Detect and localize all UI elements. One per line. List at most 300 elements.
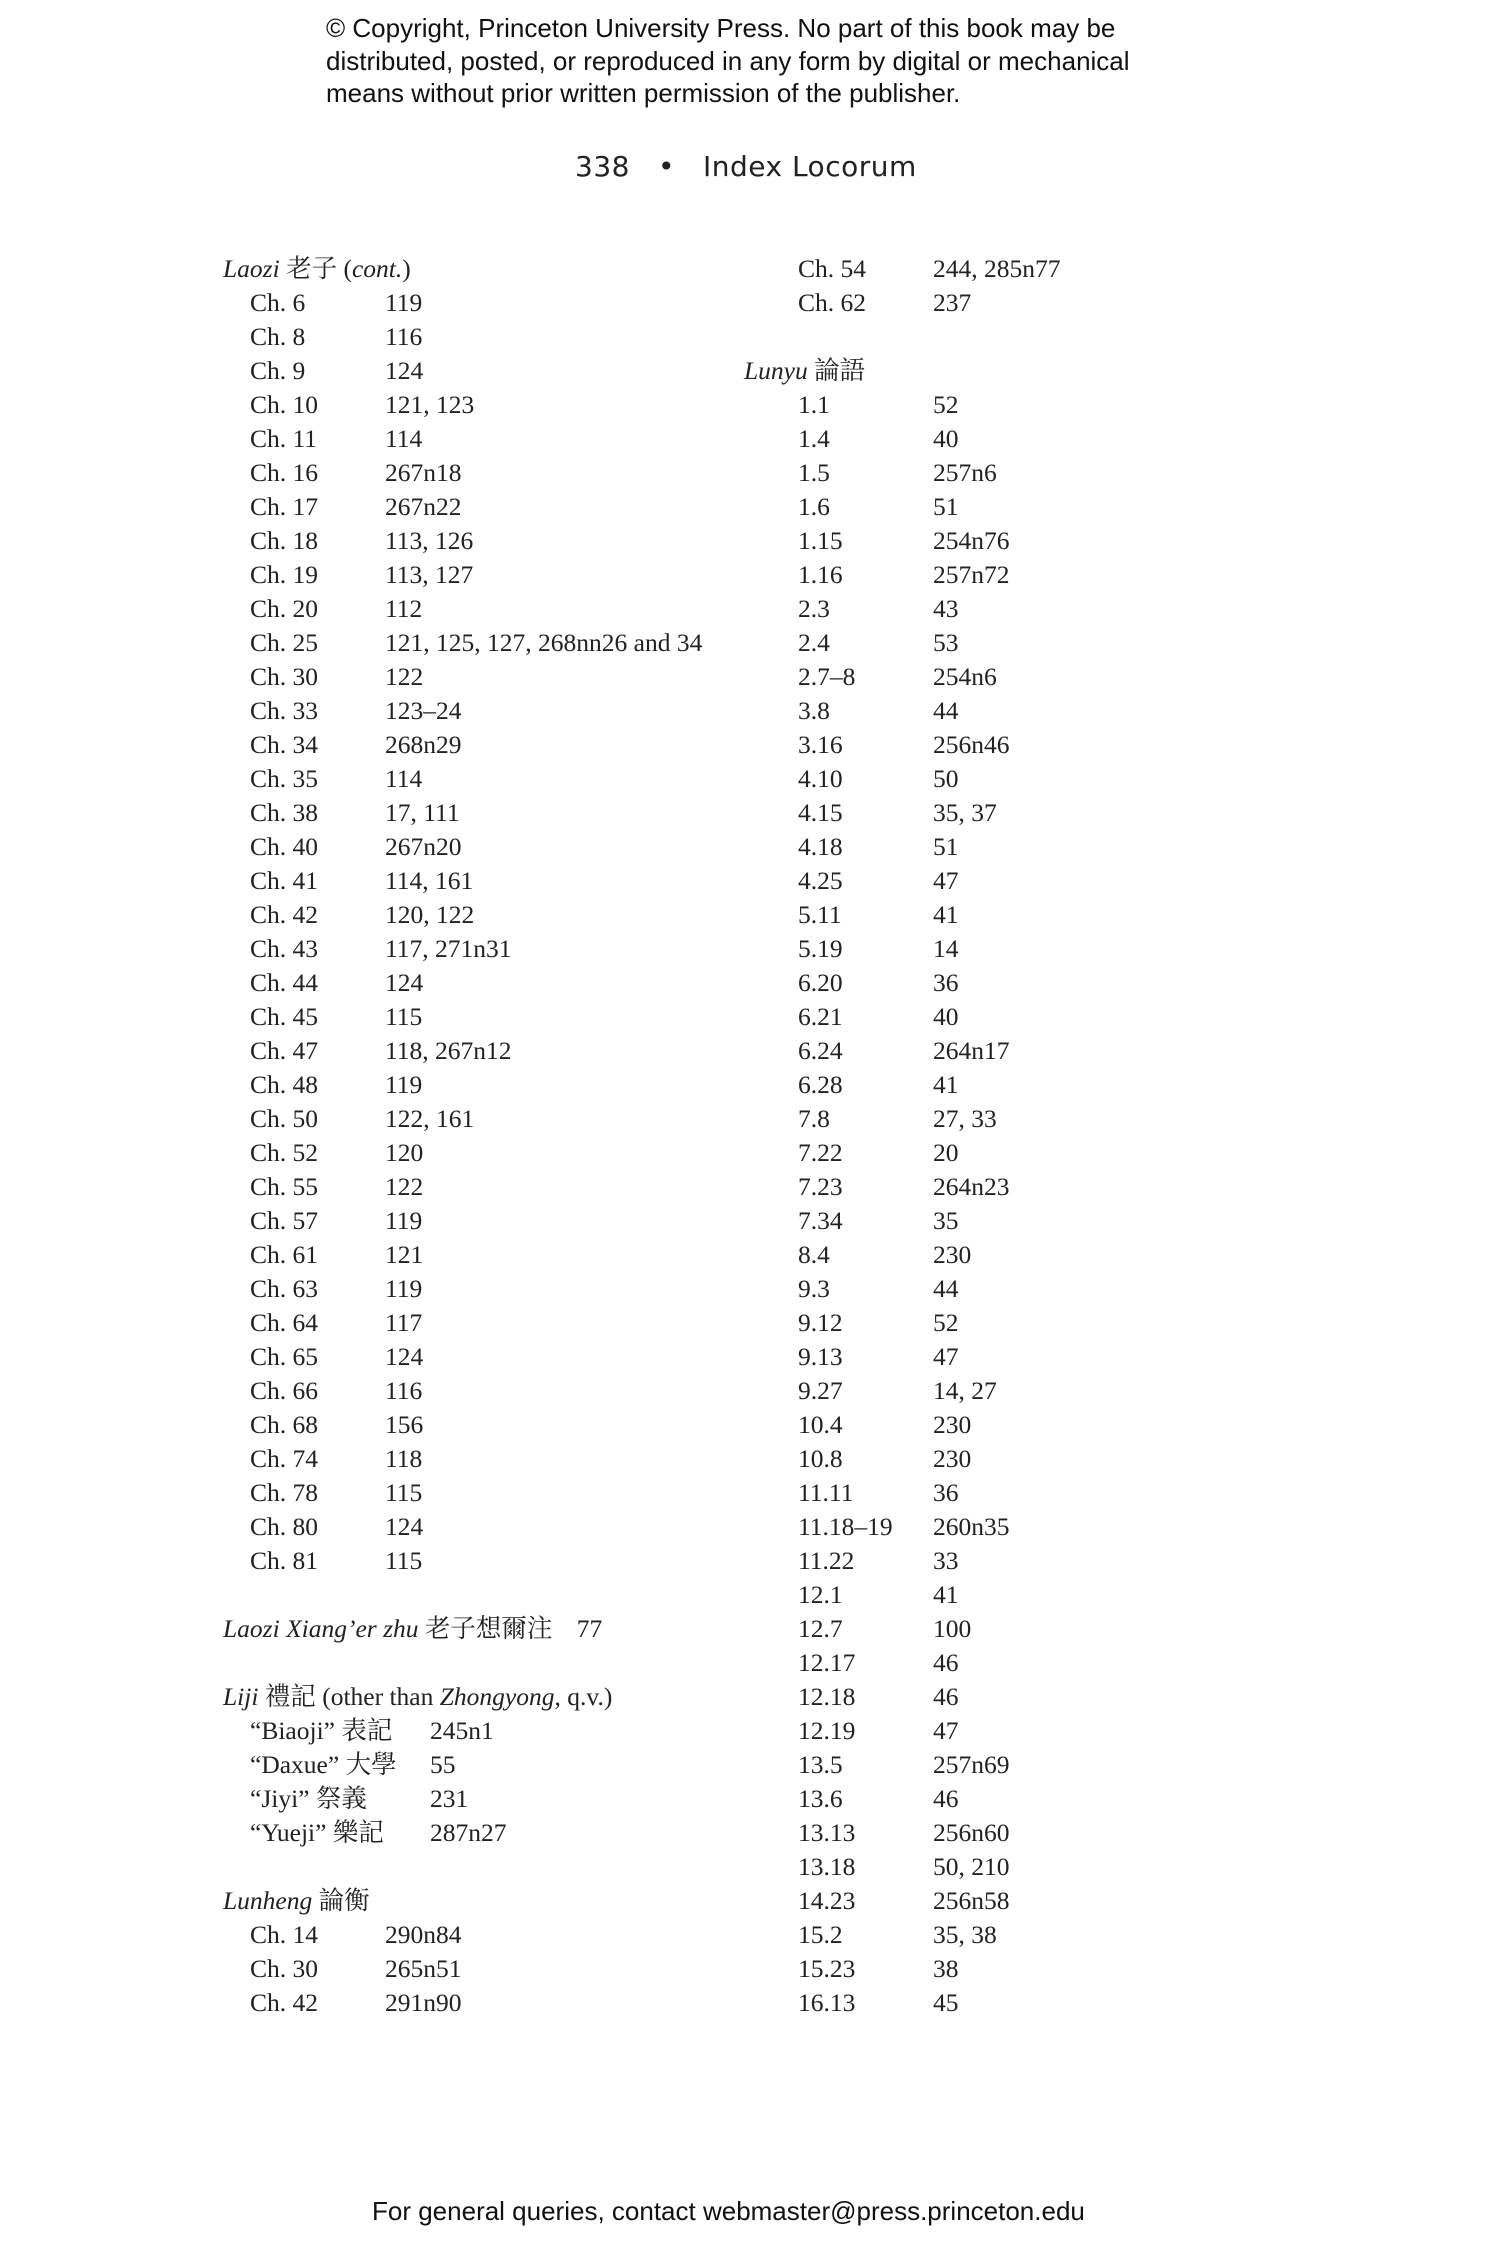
index-entry (223, 830, 743, 864)
entry-locus: 6.24 (798, 1036, 843, 1065)
heading-title: Lunheng (223, 1886, 313, 1915)
entry-locus: 12.17 (798, 1648, 856, 1677)
entry-locus: Ch. 61 (250, 1240, 319, 1269)
entry-pages: 47 (933, 1716, 959, 1745)
index-heading-lunyu (744, 354, 1171, 388)
entry-locus: 4.25 (798, 866, 843, 895)
entry-pages: 45 (933, 1988, 959, 2017)
entry-locus: Ch. 42 (250, 1988, 319, 2017)
entry-locus: 15.2 (798, 1920, 843, 1949)
entry-locus: Ch. 17 (250, 492, 319, 521)
entry-pages: 47 (933, 1342, 959, 1371)
index-entry (223, 864, 743, 898)
index-entry (771, 1102, 1171, 1136)
entry-locus: Ch. 68 (250, 1410, 319, 1439)
index-entry (223, 932, 743, 966)
entry-pages: 290n84 (385, 1920, 462, 1949)
index-entry (771, 1578, 1171, 1612)
entry-pages: 14 (933, 934, 959, 963)
entry-pages: 38 (933, 1954, 959, 1983)
entry-pages: 55 (430, 1750, 456, 1779)
index-entry (223, 1510, 743, 1544)
entry-locus: Ch. 16 (250, 458, 319, 487)
entry-pages: 114 (385, 424, 423, 453)
entry-pages: 257n6 (933, 458, 997, 487)
lunheng-entries (223, 1918, 743, 2020)
entry-locus: 5.11 (798, 900, 842, 929)
index-entry (771, 524, 1171, 558)
index-entry (771, 694, 1171, 728)
index-heading-liji (223, 1680, 743, 1714)
index-entry (223, 1068, 743, 1102)
right-column (744, 252, 1171, 2020)
entry-locus: Ch. 18 (250, 526, 319, 555)
entry-pages: 268n29 (385, 730, 462, 759)
entry-locus: Ch. 30 (250, 1954, 319, 1983)
index-entry (771, 558, 1171, 592)
entry-pages: 100 (933, 1614, 972, 1643)
entry-pages: 27, 33 (933, 1104, 997, 1133)
entry-pages: 44 (933, 696, 959, 725)
entry-pages: 119 (385, 1070, 423, 1099)
entry-locus: 9.27 (798, 1376, 843, 1405)
entry-pages: 17, 111 (385, 798, 460, 827)
heading-page: 77 (576, 1614, 603, 1643)
entry-locus: 2.7–8 (798, 662, 856, 691)
index-entry (771, 796, 1171, 830)
entry-pages: 40 (933, 1002, 959, 1031)
heading-chinese: 老子 (286, 254, 338, 283)
lunyu-entries (771, 388, 1171, 2020)
entry-locus: Ch. 34 (250, 730, 319, 759)
entry-pages: 35, 37 (933, 798, 997, 827)
index-entry (223, 524, 743, 558)
entry-locus: 3.8 (798, 696, 830, 725)
entry-locus: Ch. 33 (250, 696, 319, 725)
entry-locus: 1.4 (798, 424, 830, 453)
index-entry (223, 1442, 743, 1476)
index-entry (223, 1102, 743, 1136)
entry-pages: 43 (933, 594, 959, 623)
liji-entries (223, 1714, 743, 1850)
heading-title: Liji (223, 1682, 259, 1711)
index-entry (771, 1612, 1171, 1646)
index-entry (223, 1816, 743, 1850)
entry-locus: 12.18 (798, 1682, 856, 1711)
entry-locus: Ch. 35 (250, 764, 319, 793)
index-entry (223, 320, 743, 354)
entry-pages: 244, 285n77 (933, 254, 1061, 283)
index-entry (223, 1000, 743, 1034)
entry-pages: 256n58 (933, 1886, 1010, 1915)
entry-pages: 123–24 (385, 696, 462, 725)
entry-locus: Ch. 41 (250, 866, 319, 895)
index-entry (771, 728, 1171, 762)
index-entry (771, 1136, 1171, 1170)
index-entry (223, 1374, 743, 1408)
entry-locus: Ch. 25 (250, 628, 319, 657)
entry-pages: 287n27 (430, 1818, 507, 1847)
index-entry (771, 1714, 1171, 1748)
heading-chinese: 論衡 (318, 1886, 370, 1915)
entry-locus: 7.23 (798, 1172, 843, 1201)
entry-locus: Ch. 43 (250, 934, 319, 963)
entry-pages: 257n69 (933, 1750, 1010, 1779)
entry-locus: 4.18 (798, 832, 843, 861)
index-entry (223, 694, 743, 728)
index-entry (771, 388, 1171, 422)
index-entry (771, 626, 1171, 660)
index-entry (771, 1680, 1171, 1714)
entry-locus: 5.19 (798, 934, 843, 963)
index-entry (771, 762, 1171, 796)
entry-locus: Ch. 52 (250, 1138, 319, 1167)
index-entry (771, 1000, 1171, 1034)
entry-pages: 116 (385, 1376, 423, 1405)
entry-pages: 50, 210 (933, 1852, 1010, 1881)
entry-locus: 12.19 (798, 1716, 856, 1745)
index-entry (223, 1408, 743, 1442)
entry-pages: 119 (385, 288, 423, 317)
entry-locus: 9.12 (798, 1308, 843, 1337)
entry-pages: 265n51 (385, 1954, 462, 1983)
entry-pages: 124 (385, 356, 424, 385)
entry-locus: “Jiyi” 祭義 (250, 1784, 367, 1813)
entry-locus: 12.7 (798, 1614, 843, 1643)
entry-pages: 257n72 (933, 560, 1010, 589)
entry-locus: 11.11 (798, 1478, 854, 1507)
entry-locus: Ch. 64 (250, 1308, 319, 1337)
index-entry (771, 1374, 1171, 1408)
entry-pages: 256n46 (933, 730, 1010, 759)
heading-note: (other than Zhongyong, q.v.) (322, 1682, 613, 1711)
entry-locus: 7.8 (798, 1104, 830, 1133)
entry-pages: 46 (933, 1648, 959, 1677)
entry-locus: Ch. 78 (250, 1478, 319, 1507)
index-heading-laozi: Laozi 老子 (cont.) (223, 254, 411, 283)
index-entry (223, 626, 743, 660)
heading-title: Lunyu (744, 356, 808, 385)
index-entry (771, 252, 1171, 286)
entry-pages: 47 (933, 866, 959, 895)
copyright-line-1: © Copyright, Princeton University Press. No part of this book may be (326, 13, 1116, 43)
entry-pages: 254n76 (933, 526, 1010, 555)
entry-locus: 1.1 (798, 390, 830, 419)
index-entry (771, 422, 1171, 456)
entry-locus: 4.10 (798, 764, 843, 793)
entry-pages: 52 (933, 1308, 959, 1337)
entry-locus: 6.21 (798, 1002, 843, 1031)
entry-locus: 3.16 (798, 730, 843, 759)
index-entry (771, 1918, 1171, 1952)
entry-locus: Ch. 9 (250, 356, 306, 385)
entry-pages: 260n35 (933, 1512, 1010, 1541)
index-entry (771, 1544, 1171, 1578)
entry-locus: 9.13 (798, 1342, 843, 1371)
laozi-tail-entries (771, 252, 1171, 320)
index-entry (771, 660, 1171, 694)
laozi-entries (223, 286, 743, 1578)
entry-locus: Ch. 47 (250, 1036, 319, 1065)
index-entry (771, 1510, 1171, 1544)
entry-pages: 124 (385, 968, 424, 997)
entry-locus: Ch. 81 (250, 1546, 319, 1575)
entry-pages: 51 (933, 832, 959, 861)
heading-chinese: 老子想爾注 (424, 1614, 553, 1643)
copyright-line-3: means without prior written permission of the publisher. (326, 78, 961, 108)
entry-pages: 122 (385, 1172, 424, 1201)
entry-pages: 117, 271n31 (385, 934, 512, 963)
entry-locus: “Daxue” 大學 (250, 1750, 397, 1779)
entry-pages: 254n6 (933, 662, 997, 691)
entry-locus: “Yueji” 樂記 (250, 1818, 384, 1847)
entry-locus: Ch. 20 (250, 594, 319, 623)
entry-locus: 9.3 (798, 1274, 830, 1303)
entry-pages: 114 (385, 764, 423, 793)
entry-locus: Ch. 11 (250, 424, 318, 453)
entry-pages: 264n23 (933, 1172, 1010, 1201)
footer-contact: For general queries, contact webmaster@press.princeton.edu (372, 2196, 1085, 2226)
entry-pages: 124 (385, 1512, 424, 1541)
entry-pages: 36 (933, 1478, 959, 1507)
entry-locus: 1.15 (798, 526, 843, 555)
index-entry (771, 1034, 1171, 1068)
index-entry (771, 1340, 1171, 1374)
index-entry (223, 1782, 743, 1816)
entry-locus: 16.13 (798, 1988, 856, 2017)
index-entry (771, 1306, 1171, 1340)
entry-locus: 1.16 (798, 560, 843, 589)
entry-pages: 256n60 (933, 1818, 1010, 1847)
entry-locus: 7.34 (798, 1206, 843, 1235)
index-entry (223, 796, 743, 830)
index-entry (223, 1918, 743, 1952)
entry-locus: 2.3 (798, 594, 830, 623)
entry-pages: 267n18 (385, 458, 462, 487)
entry-locus: 13.5 (798, 1750, 843, 1779)
entry-pages: 116 (385, 322, 423, 351)
index-entry (223, 1272, 743, 1306)
entry-pages: 119 (385, 1274, 423, 1303)
entry-pages: 120, 122 (385, 900, 475, 929)
entry-locus: Ch. 62 (798, 288, 867, 317)
entry-pages: 121 (385, 1240, 424, 1269)
entry-pages: 44 (933, 1274, 959, 1303)
index-entry (771, 1816, 1171, 1850)
index-entry (771, 1782, 1171, 1816)
index-entry (771, 966, 1171, 1000)
index-entry (223, 388, 743, 422)
entry-pages: 231 (430, 1784, 469, 1813)
index-entry (771, 1748, 1171, 1782)
index-entry (223, 1238, 743, 1272)
entry-pages: 52 (933, 390, 959, 419)
entry-pages: 53 (933, 628, 959, 657)
entry-pages: 124 (385, 1342, 424, 1371)
index-entry (771, 1170, 1171, 1204)
entry-locus: Ch. 6 (250, 288, 306, 317)
heading-title: Laozi Xiang’er zhu (223, 1614, 419, 1643)
entry-pages: 120 (385, 1138, 424, 1167)
entry-locus: 1.5 (798, 458, 830, 487)
index-entry (223, 1748, 743, 1782)
section-title: Index Locorum (702, 150, 917, 183)
entry-pages: 113, 126 (385, 526, 474, 555)
index-entry (223, 1306, 743, 1340)
index-entry (223, 1034, 743, 1068)
entry-locus: 6.28 (798, 1070, 843, 1099)
index-entry (771, 1476, 1171, 1510)
entry-locus: Ch. 74 (250, 1444, 319, 1473)
entry-locus: Ch. 30 (250, 662, 319, 691)
entry-locus: Ch. 19 (250, 560, 319, 589)
entry-locus: 10.8 (798, 1444, 843, 1473)
entry-pages: 230 (933, 1240, 972, 1269)
running-head (575, 150, 917, 183)
index-entry (771, 1204, 1171, 1238)
entry-locus: “Biaoji” 表記 (250, 1716, 393, 1745)
entry-pages: 41 (933, 1070, 959, 1099)
entry-locus: 13.13 (798, 1818, 856, 1847)
entry-locus: Ch. 42 (250, 900, 319, 929)
entry-pages: 267n20 (385, 832, 462, 861)
entry-locus: 7.22 (798, 1138, 843, 1167)
index-entry (771, 286, 1171, 320)
index-entry (771, 1884, 1171, 1918)
index-entry (223, 1544, 743, 1578)
entry-pages: 36 (933, 968, 959, 997)
entry-pages: 41 (933, 900, 959, 929)
entry-pages: 230 (933, 1444, 972, 1473)
index-entry (223, 456, 743, 490)
entry-pages: 51 (933, 492, 959, 521)
index-entry (223, 1136, 743, 1170)
copyright-line-2: distributed, posted, or reproduced in any form by digital or mechanical (326, 45, 1130, 76)
index-entry (223, 762, 743, 796)
left-column (223, 252, 743, 2020)
entry-locus: 4.15 (798, 798, 843, 827)
index-entry (223, 1476, 743, 1510)
entry-locus: 12.1 (798, 1580, 843, 1609)
index-entry (771, 456, 1171, 490)
entry-locus: Ch. 40 (250, 832, 319, 861)
entry-locus: Ch. 8 (250, 322, 306, 351)
entry-locus: 6.20 (798, 968, 843, 997)
entry-pages: 35, 38 (933, 1920, 997, 1949)
index-entry (223, 592, 743, 626)
entry-pages: 291n90 (385, 1988, 462, 2017)
entry-locus: 2.4 (798, 628, 830, 657)
entry-pages: 115 (385, 1478, 423, 1507)
entry-locus: 1.6 (798, 492, 830, 521)
index-entry (771, 1272, 1171, 1306)
entry-pages: 33 (933, 1546, 959, 1575)
index-entry (223, 558, 743, 592)
entry-pages: 46 (933, 1682, 959, 1711)
entry-pages: 35 (933, 1206, 959, 1235)
entry-locus: 15.23 (798, 1954, 856, 1983)
entry-pages: 118 (385, 1444, 423, 1473)
index-entry (771, 592, 1171, 626)
index-entry (223, 1170, 743, 1204)
entry-locus: Ch. 63 (250, 1274, 319, 1303)
entry-locus: 13.6 (798, 1784, 843, 1813)
index-entry (771, 1986, 1171, 2020)
entry-locus: 8.4 (798, 1240, 830, 1269)
index-entry (223, 1340, 743, 1374)
index-entry (223, 1986, 743, 2020)
index-entry (771, 932, 1171, 966)
index-entry (223, 490, 743, 524)
entry-pages: 121, 123 (385, 390, 475, 419)
entry-locus: Ch. 45 (250, 1002, 319, 1031)
copyright-notice (326, 12, 1206, 110)
entry-pages: 267n22 (385, 492, 462, 521)
entry-locus: Ch. 10 (250, 390, 319, 419)
index-entry (771, 1442, 1171, 1476)
entry-locus: Ch. 57 (250, 1206, 319, 1235)
entry-pages: 122 (385, 662, 424, 691)
index-entry (223, 728, 743, 762)
index-heading-lunheng (223, 1884, 743, 1918)
index-entry (771, 1646, 1171, 1680)
entry-pages: 114, 161 (385, 866, 474, 895)
entry-locus: Ch. 66 (250, 1376, 319, 1405)
index-entry (223, 1952, 743, 1986)
heading-chinese: 禮記 (264, 1682, 316, 1711)
entry-pages: 20 (933, 1138, 959, 1167)
index-entry (223, 354, 743, 388)
index-entry (771, 864, 1171, 898)
index-entry (223, 660, 743, 694)
index-entry (771, 1850, 1171, 1884)
page-number: 338 (575, 150, 630, 183)
entry-locus: 11.18–19 (798, 1512, 893, 1541)
entry-pages: 117 (385, 1308, 423, 1337)
entry-locus: Ch. 44 (250, 968, 319, 997)
entry-pages: 237 (933, 288, 972, 317)
entry-pages: 156 (385, 1410, 424, 1439)
index-entry (223, 422, 743, 456)
entry-pages: 264n17 (933, 1036, 1010, 1065)
index-entry (771, 1952, 1171, 1986)
index-entry (771, 490, 1171, 524)
entry-pages: 245n1 (430, 1716, 494, 1745)
entry-locus: Ch. 80 (250, 1512, 319, 1541)
bullet-separator: • (657, 150, 675, 183)
index-entry (223, 1204, 743, 1238)
index-entry (771, 1408, 1171, 1442)
entry-pages: 40 (933, 424, 959, 453)
entry-pages: 115 (385, 1546, 423, 1575)
entry-pages: 41 (933, 1580, 959, 1609)
entry-pages: 121, 125, 127, 268nn26 and 34 (385, 628, 703, 657)
entry-pages: 14, 27 (933, 1376, 997, 1405)
entry-locus: Ch. 54 (798, 254, 867, 283)
index-heading-xianger (223, 1612, 743, 1646)
heading-chinese: 論語 (814, 356, 866, 385)
entry-locus: 14.23 (798, 1886, 856, 1915)
entry-pages: 118, 267n12 (385, 1036, 512, 1065)
index-entry (223, 966, 743, 1000)
index-entry (771, 830, 1171, 864)
entry-pages: 115 (385, 1002, 423, 1031)
entry-locus: 10.4 (798, 1410, 843, 1439)
heading-title: Laozi (223, 254, 280, 283)
entry-locus: Ch. 50 (250, 1104, 319, 1133)
entry-locus: Ch. 14 (250, 1920, 319, 1949)
entry-locus: 11.22 (798, 1546, 855, 1575)
